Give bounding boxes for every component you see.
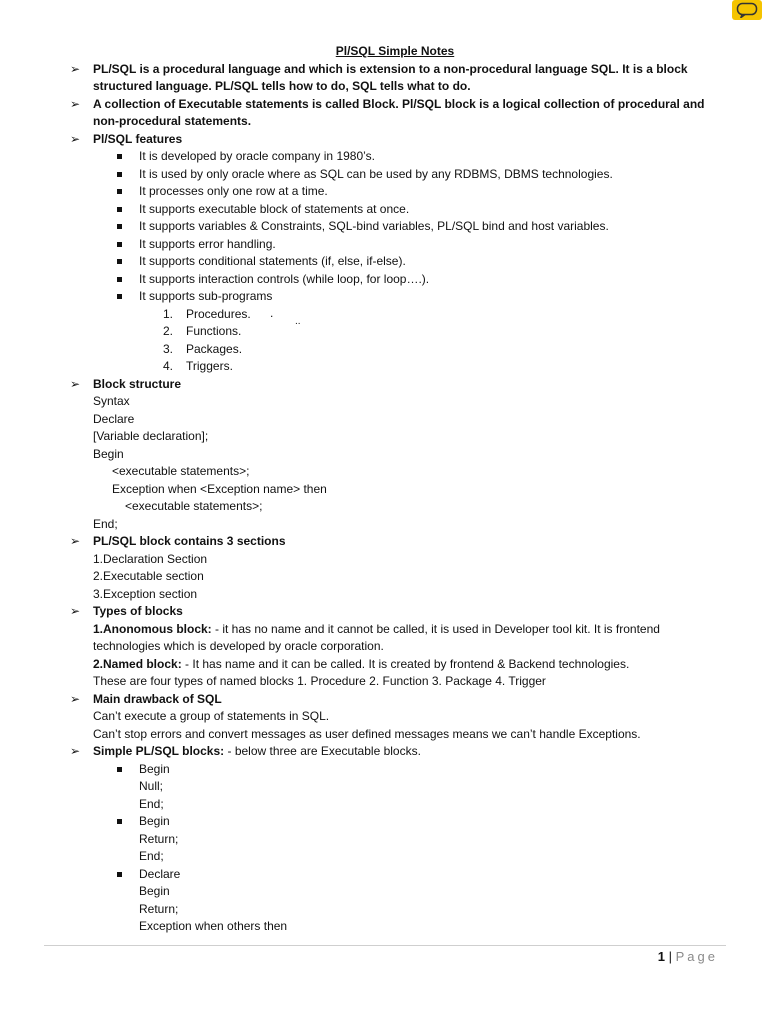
page-number: 1 (657, 949, 666, 964)
section-item: 2.Executable section (93, 569, 204, 583)
square-bullet-icon (117, 242, 122, 247)
square-bullet-icon (117, 819, 122, 824)
syntax-line: Declare (93, 411, 135, 426)
square-bullet-icon (117, 224, 122, 229)
square-bullet-icon (117, 207, 122, 212)
code-line: End; (139, 849, 164, 863)
simple-block-item: Begin (70, 761, 710, 779)
drawback-line: Can’t execute a group of statements in SQL. (93, 709, 330, 723)
stray-mark: .. (295, 316, 301, 327)
block-structure-heading: ➢ Block structure (70, 376, 710, 394)
square-bullet-icon (117, 154, 122, 159)
square-bullet-icon (117, 277, 122, 282)
feature-item: It supports executable block of statements at once. (70, 201, 710, 219)
arrow-bullet-icon: ➢ (70, 691, 81, 706)
arrow-bullet-icon: ➢ (70, 131, 81, 146)
page-footer (658, 948, 718, 966)
simple-blocks-heading: ➢ Simple PL/SQL blocks: - below three are Executable blocks. (70, 743, 710, 761)
code-line: End; (139, 796, 164, 811)
feature-item: It supports conditional statements (if, else, if-else). (70, 253, 710, 271)
subprogram-item: 4. Triggers. (163, 359, 233, 373)
syntax-line: Begin (93, 446, 124, 461)
intro-bullet-1: ➢ PL/SQL is a procedural language and which is extension to a non-procedural language SQL. It is a block structured language. PL/SQL tells how to do, SQL tells what to do. (70, 61, 688, 93)
document-page (70, 43, 710, 936)
syntax-line: <executable statements>; (112, 464, 250, 478)
corner-badge[interactable] (732, 0, 762, 20)
named-block-types: These are four types of named blocks 1. Procedure 2. Function 3. Package 4. Trigger (93, 674, 546, 688)
simple-block-item: Begin (70, 813, 710, 831)
square-bullet-icon (117, 872, 122, 877)
feature-item: It supports interaction controls (while loop, for loop….). (70, 271, 710, 289)
section-item: 3.Exception section (93, 586, 198, 601)
syntax-line: End; (93, 516, 118, 531)
footer-divider (44, 945, 726, 946)
named-block-text: 2.Named block: - It has name and it can be called. It is created by frontend & Backend technologies. (93, 656, 630, 671)
feature-item: It is developed by oracle company in 1980’s. (70, 148, 710, 166)
drawback-line: Can’t stop errors and convert messages as user defined messages means we can’t handle Exceptions. (93, 726, 641, 741)
square-bullet-icon (117, 172, 122, 177)
square-bullet-icon (117, 294, 122, 299)
sections-heading: ➢ PL/SQL block contains 3 sections (70, 533, 710, 551)
types-heading: ➢ Types of blocks (70, 603, 710, 621)
arrow-bullet-icon: ➢ (70, 604, 81, 618)
anonymous-block-text: 1.Anonomous block: - it has no name and it cannot be called, it is used in Developer tool kit. It is frontend (93, 621, 660, 636)
drawback-heading: ➢ Main drawback of SQL (70, 691, 710, 709)
arrow-bullet-icon: ➢ (70, 61, 81, 76)
stray-mark: . (270, 305, 274, 320)
feature-item: It supports error handling. (70, 236, 710, 254)
arrow-bullet-icon: ➢ (70, 376, 81, 391)
feature-item: It processes only one row at a time. (70, 183, 710, 201)
page-title: Pl/SQL Simple Notes (335, 44, 455, 58)
section-item: 1.Declaration Section (93, 551, 208, 566)
arrow-bullet-icon: ➢ (70, 96, 81, 111)
footer-separator: | (665, 949, 676, 964)
feature-item: It supports sub-programs (70, 288, 710, 306)
subprogram-item: 1. Procedures. . (163, 305, 274, 321)
chat-icon (736, 2, 758, 18)
syntax-line: Syntax (93, 394, 130, 408)
intro-bullet-2: ➢ A collection of Executable statements is called Block. Pl/SQL block is a logical collection of procedural and non-procedural statements. (70, 96, 705, 128)
arrow-bullet-icon: ➢ (70, 534, 81, 548)
subprogram-item: 2. Functions. .. (70, 323, 710, 341)
square-bullet-icon (117, 189, 122, 194)
feature-item: It is used by only oracle where as SQL can be used by any RDBMS, DBMS technologies. (70, 166, 710, 184)
features-heading: ➢ Pl/SQL features (70, 131, 710, 149)
syntax-line: [Variable declaration]; (93, 429, 209, 443)
code-line: Return; (139, 901, 179, 916)
syntax-line: Exception when <Exception name> then (112, 481, 327, 496)
code-line: Null; (139, 779, 164, 793)
square-bullet-icon (117, 767, 122, 772)
square-bullet-icon (117, 259, 122, 264)
feature-item: It supports variables & Constraints, SQL-bind variables, PL/SQL bind and host variables. (70, 218, 710, 236)
code-line: Return; (139, 831, 179, 846)
page-word: Page (675, 949, 718, 964)
arrow-bullet-icon: ➢ (70, 744, 81, 758)
anonymous-block-text-cont: technologies which is developed by oracle corporation. (93, 639, 384, 653)
subprogram-item: 3. Packages. (163, 341, 243, 356)
syntax-line: <executable statements>; (125, 499, 263, 513)
code-line: Begin (139, 884, 170, 898)
simple-block-item: Declare (70, 866, 710, 884)
code-line: Exception when others then (139, 919, 288, 933)
